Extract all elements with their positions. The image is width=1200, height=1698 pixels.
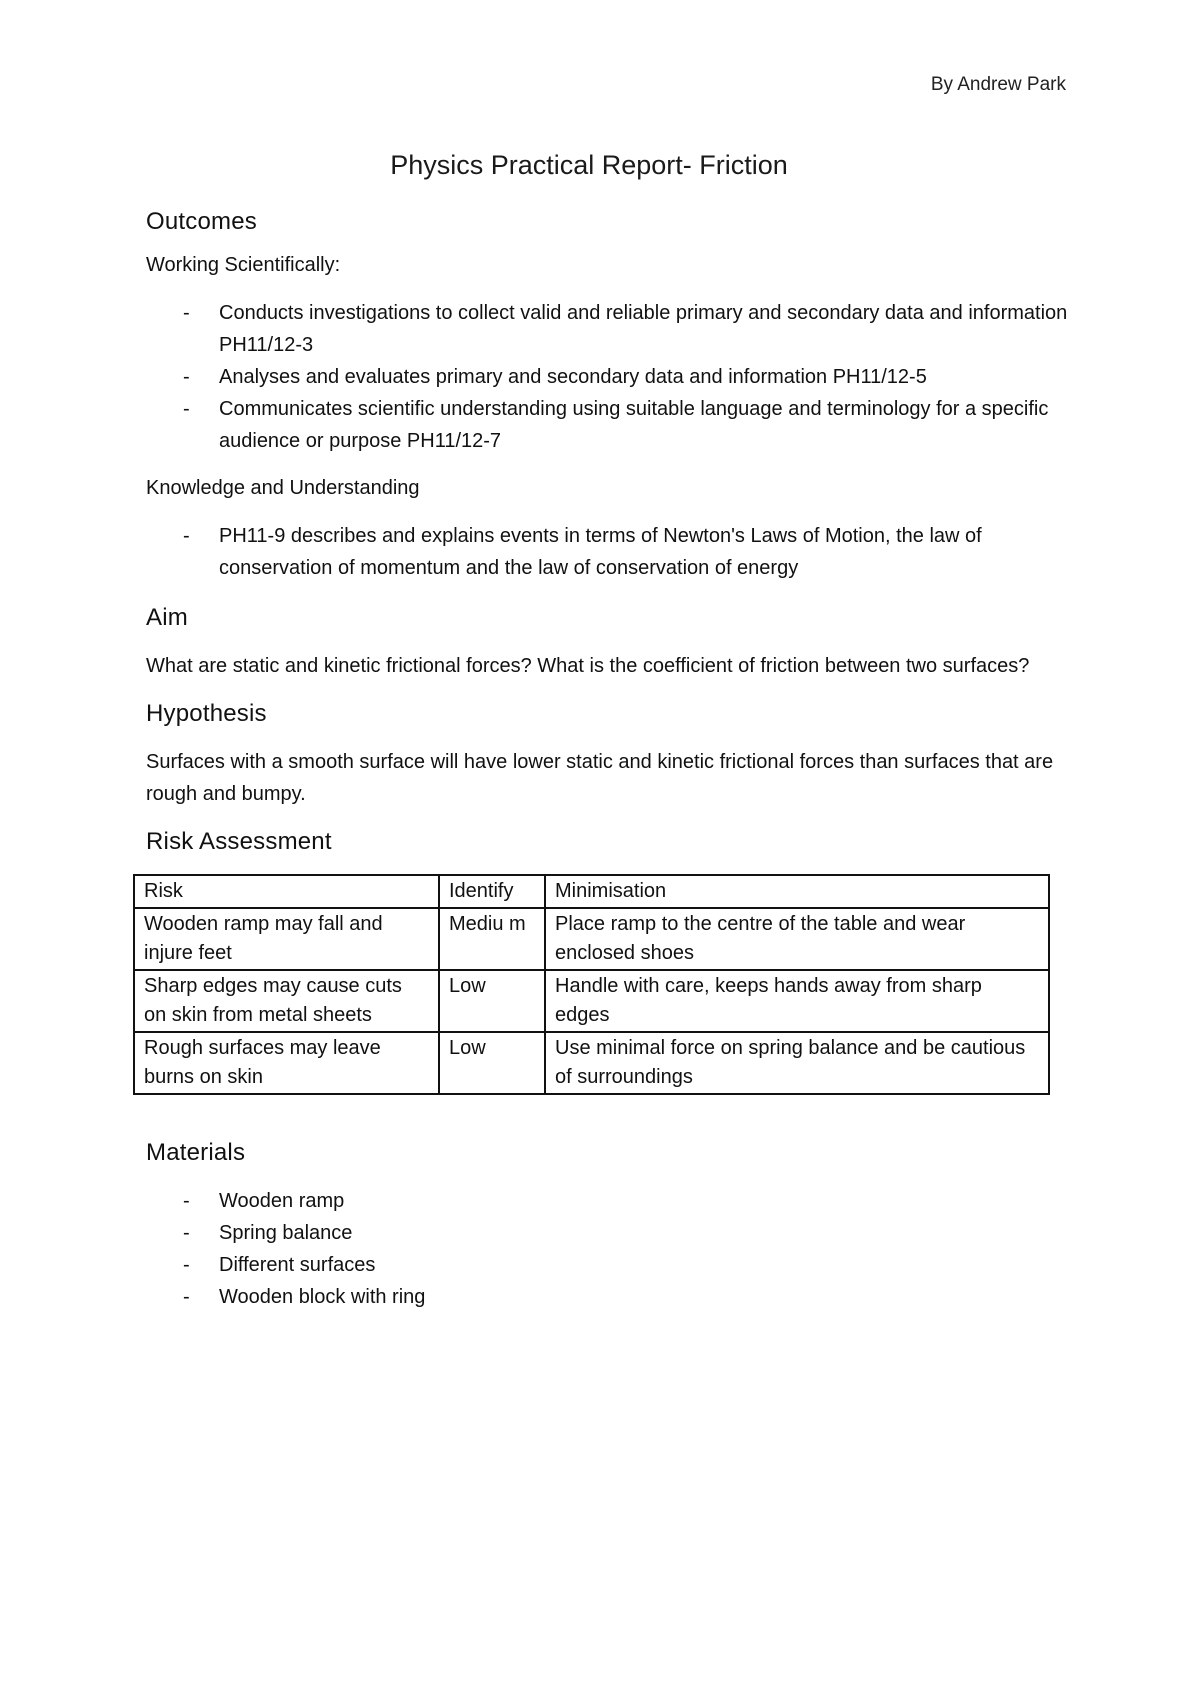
dash-bullet: - xyxy=(183,398,190,420)
risk-assessment-heading: Risk Assessment xyxy=(146,828,332,855)
hypothesis-heading: Hypothesis xyxy=(146,700,267,727)
list-item: - Different surfaces xyxy=(146,1249,1076,1281)
table-cell: Low xyxy=(439,970,545,1032)
table-cell: Place ramp to the centre of the table and wear enclosed shoes xyxy=(545,908,1049,970)
table-cell: Rough surfaces may leave burns on skin xyxy=(134,1032,439,1094)
working-scientifically-list xyxy=(146,297,1076,457)
dash-bullet: - xyxy=(183,302,190,324)
table-cell: Wooden ramp may fall and injure feet xyxy=(134,908,439,970)
dash-bullet: - xyxy=(183,366,190,388)
list-item: - Analyses and evaluates primary and secondary data and information PH11/12-5 xyxy=(146,361,1076,393)
dash-bullet: - xyxy=(183,1190,190,1212)
aim-heading: Aim xyxy=(146,604,188,631)
knowledge-label: Knowledge and Understanding xyxy=(146,477,420,499)
table-row xyxy=(134,1032,1049,1094)
list-item: - Communicates scientific understanding using suitable language and terminology for a specific audience or purpose PH11/12-7 xyxy=(146,393,1076,457)
dash-bullet: - xyxy=(183,1254,190,1276)
list-item: - Conducts investigations to collect valid and reliable primary and secondary data and information PH11/12-3 xyxy=(146,297,1076,361)
author-name: By Andrew Park xyxy=(930,74,1066,95)
dash-bullet: - xyxy=(183,1222,190,1244)
table-cell: Low xyxy=(439,1032,545,1094)
dash-bullet: - xyxy=(183,1286,190,1308)
table-header-cell: Risk xyxy=(134,875,439,908)
list-item: - Spring balance xyxy=(146,1217,1076,1249)
table-cell: Mediu m xyxy=(439,908,545,970)
outcomes-heading: Outcomes xyxy=(146,208,257,235)
hypothesis-text: Surfaces with a smooth surface will have lower static and kinetic frictional forces than surfaces that are rough and bumpy. xyxy=(146,751,1054,805)
page-title: Physics Practical Report- Friction xyxy=(390,150,788,180)
table-header-row xyxy=(134,875,1049,908)
table-row xyxy=(134,908,1049,970)
materials-list xyxy=(146,1185,1076,1313)
risk-table xyxy=(133,874,1050,1095)
working-scientifically-label: Working Scientifically: xyxy=(146,254,341,276)
table-cell: Sharp edges may cause cuts on skin from metal sheets xyxy=(134,970,439,1032)
table-cell: Handle with care, keeps hands away from sharp edges xyxy=(545,970,1049,1032)
table-header-cell: Minimisation xyxy=(545,875,1049,908)
materials-heading: Materials xyxy=(146,1139,246,1166)
document-body xyxy=(146,208,1076,1333)
table-header-cell: Identify xyxy=(439,875,545,908)
table-row xyxy=(134,970,1049,1032)
list-item: - Wooden block with ring xyxy=(146,1281,1076,1313)
aim-text: What are static and kinetic frictional forces? What is the coefficient of friction between two surfaces? xyxy=(146,655,1030,677)
list-item: - PH11-9 describes and explains events in terms of Newton's Laws of Motion, the law of conservation of momentum and the law of conservation of energy xyxy=(146,520,1076,584)
table-cell: Use minimal force on spring balance and be cautious of surroundings xyxy=(545,1032,1049,1094)
list-item: - Wooden ramp xyxy=(146,1185,1076,1217)
dash-bullet: - xyxy=(183,525,190,547)
knowledge-list xyxy=(146,520,1076,584)
